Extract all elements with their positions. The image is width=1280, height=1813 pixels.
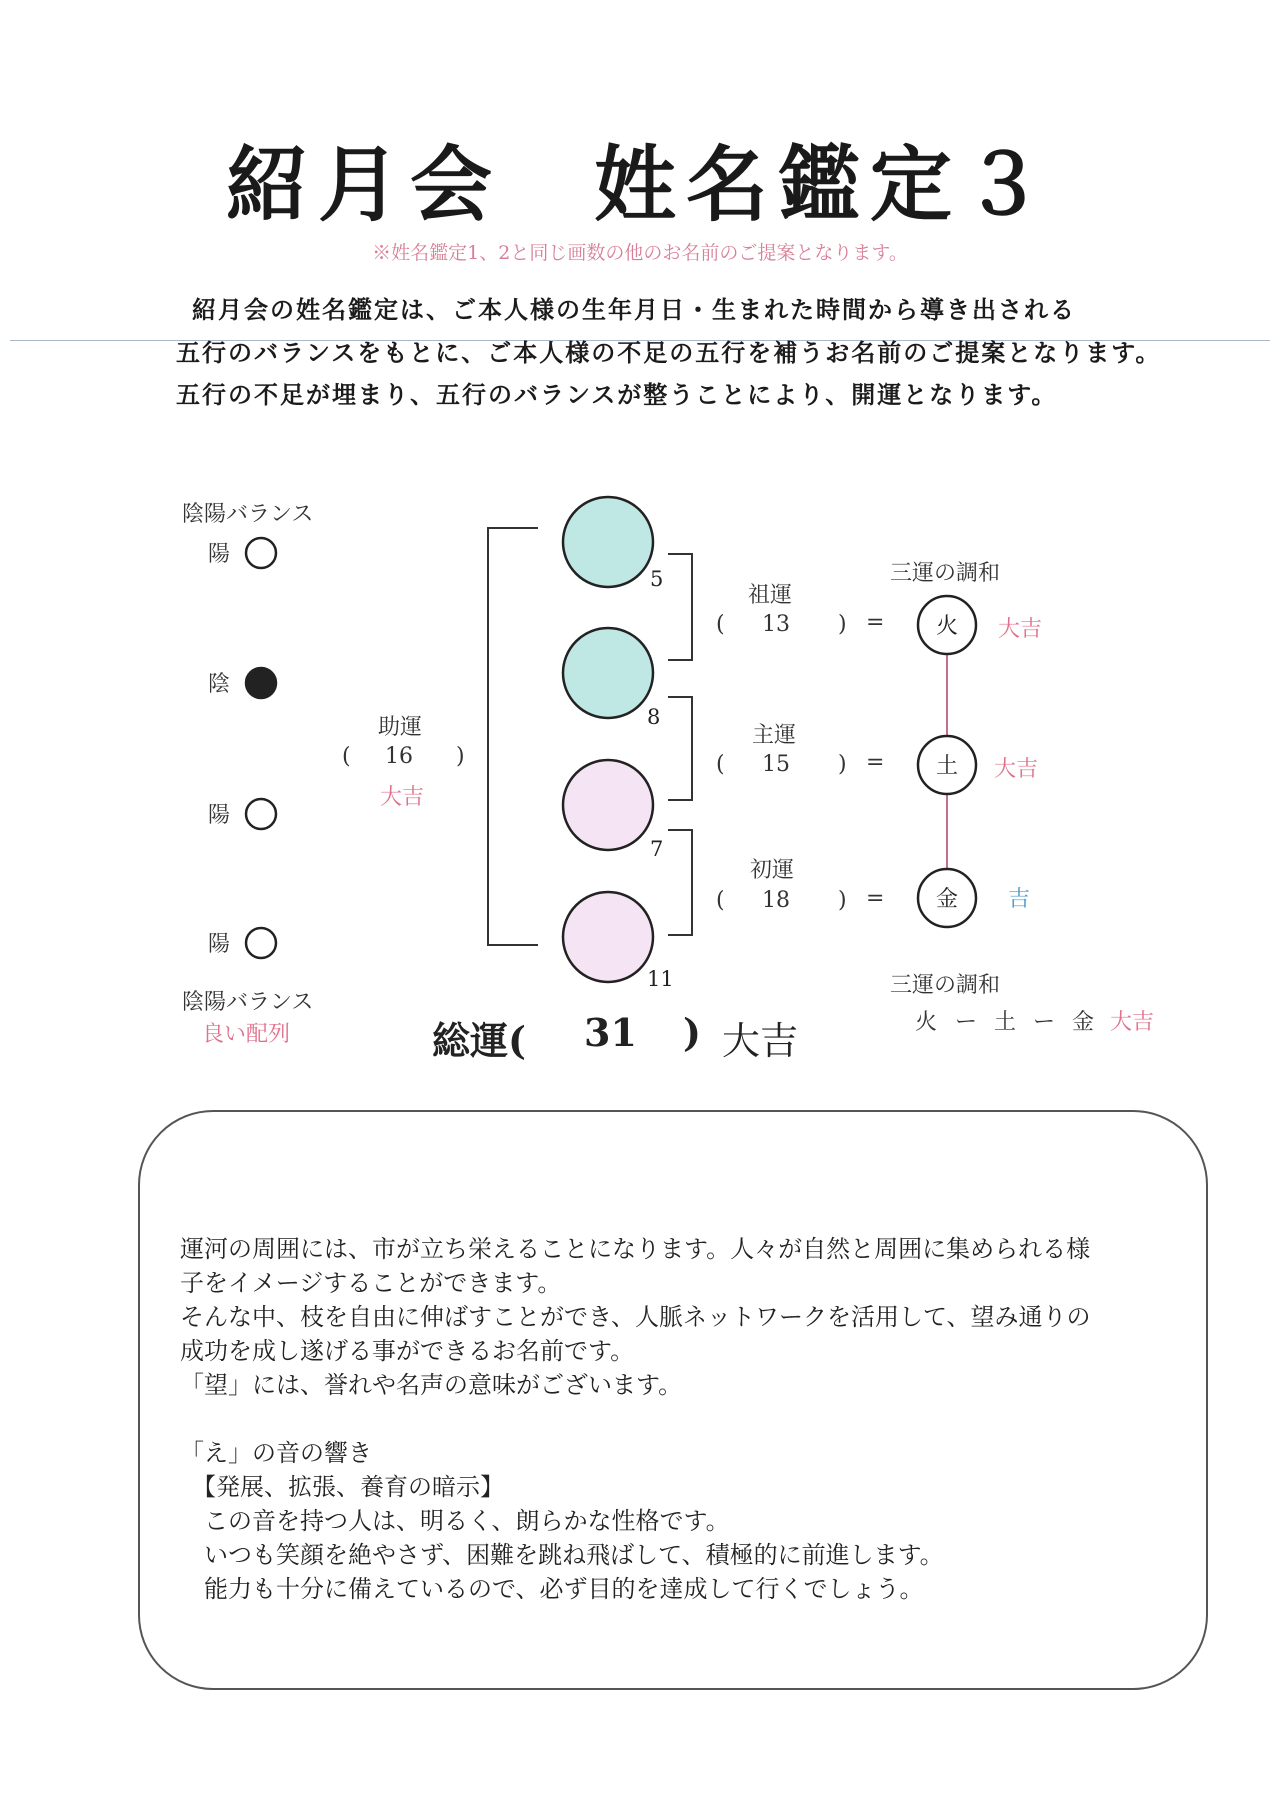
stroke-count-3: 7	[650, 837, 664, 861]
description-text	[180, 1232, 1091, 1606]
description-line: 「望」には、誉れや名声の意味がございます。	[180, 1371, 683, 1399]
sanun-header: 三運の調和	[890, 561, 1001, 586]
yinyang-circle-4	[246, 928, 276, 958]
shuun-equals: =	[866, 750, 885, 775]
description-line: いつも笑顔を絶やさず、困難を跳ね飛ばして、積極的に前進します。	[180, 1541, 944, 1569]
soun-result: 大吉	[998, 617, 1043, 642]
soun-label: 祖運	[748, 583, 793, 608]
stroke-count-1: 5	[650, 567, 664, 591]
stroke-circle-1	[563, 497, 653, 587]
stroke-circle-4	[563, 892, 653, 982]
description-line: 運河の周囲には、市が立ち栄えることになります。人々が自然と周囲に集められる様	[180, 1235, 1091, 1263]
shoun-result: 吉	[1008, 887, 1031, 912]
sanun-chain-2: ー	[955, 1010, 978, 1035]
shuun-label: 主運	[752, 723, 797, 748]
proposal-note: ※姓名鑑定1、2と同じ画数の他のお名前のご提案となります。	[372, 242, 908, 264]
description-line: 子をイメージすることができます。	[180, 1269, 562, 1297]
stroke-circle-3	[563, 760, 653, 850]
yinyang-circle-2	[246, 668, 276, 698]
description-line: 「え」の音の響き	[180, 1439, 372, 1467]
stroke-count-2: 8	[647, 705, 661, 729]
element-metal: 金	[935, 887, 959, 912]
description-line: 能力も十分に備えているので、必ず目的を達成して行くでしょう。	[180, 1575, 924, 1603]
shoun-close: )	[838, 888, 847, 913]
shoun-equals: =	[866, 886, 885, 911]
shuun-open: (	[716, 752, 725, 777]
shuun-close: )	[838, 752, 847, 777]
total-result: 大吉	[722, 1019, 799, 1063]
joun-close: )	[456, 744, 465, 769]
description-line: 【発展、拡張、養育の暗示】	[180, 1473, 504, 1501]
description-line	[180, 1402, 1091, 1436]
yinyang-label-2: 陰	[208, 672, 231, 697]
yinyang-label-3: 陽	[208, 803, 231, 828]
sanun-chain-3: 土	[994, 1010, 1017, 1035]
shoun-bracket	[668, 830, 692, 935]
soun-close: )	[838, 612, 847, 637]
joun-label: 助運	[378, 715, 423, 740]
shuun-result: 大吉	[994, 757, 1039, 782]
shoun-open: (	[716, 888, 725, 913]
joun-value: 16	[385, 744, 413, 769]
soun-open: (	[716, 612, 725, 637]
shoun-label: 初運	[750, 858, 795, 883]
sanun-chain-1: 火	[915, 1010, 938, 1035]
page-title: 紹月会 姓名鑑定３	[225, 137, 1054, 233]
intro-line-3: 五行の不足が埋まり、五行のバランスが整うことにより、開運となります。	[176, 380, 1058, 409]
sanun-chain-5: 金	[1072, 1010, 1095, 1035]
joun-result: 大吉	[380, 785, 425, 810]
sanun-footer-label: 三運の調和	[890, 973, 1001, 998]
soun-bracket	[668, 554, 692, 660]
description-line: そんな中、枝を自由に伸ばすことができ、人脈ネットワークを活用して、望み通りの	[180, 1303, 1091, 1331]
element-fire: 火	[935, 614, 959, 639]
sanun-chain-4: ー	[1033, 1010, 1056, 1035]
description-line: この音を持つ人は、明るく、朗らかな性格です。	[180, 1507, 730, 1535]
yinyang-header: 陰陽バランス	[182, 502, 314, 527]
yinyang-footer-label: 陰陽バランス	[182, 990, 314, 1015]
stroke-circle-2	[563, 628, 653, 718]
element-earth: 土	[935, 754, 959, 779]
shoun-value: 18	[762, 888, 790, 913]
total-label: 総運(	[432, 1018, 526, 1063]
yinyang-circle-3	[246, 799, 276, 829]
shuun-value: 15	[762, 752, 790, 777]
description-line: 成功を成し遂げる事ができるお名前です。	[180, 1337, 635, 1365]
joun-bracket	[488, 528, 538, 945]
shuun-bracket	[668, 697, 692, 800]
yinyang-label-4: 陽	[208, 932, 231, 957]
total-value: 31	[584, 1010, 637, 1055]
stroke-count-4: 11	[647, 967, 674, 991]
soun-value: 13	[762, 612, 790, 637]
intro-line-1: 紹月会の姓名鑑定は、ご本人様の生年月日・生まれた時間から導き出される	[192, 295, 1076, 324]
joun-open: (	[342, 744, 351, 769]
soun-equals: =	[866, 610, 885, 635]
yinyang-label-1: 陽	[208, 542, 231, 567]
intro-line-2: 五行のバランスをもとに、ご本人様の不足の五行を補うお名前のご提案となります。	[176, 338, 1162, 367]
total-close: )	[683, 1010, 701, 1055]
sanun-result: 大吉	[1110, 1010, 1155, 1035]
yinyang-footer-value: 良い配列	[202, 1022, 291, 1047]
yinyang-circle-1	[246, 538, 276, 568]
